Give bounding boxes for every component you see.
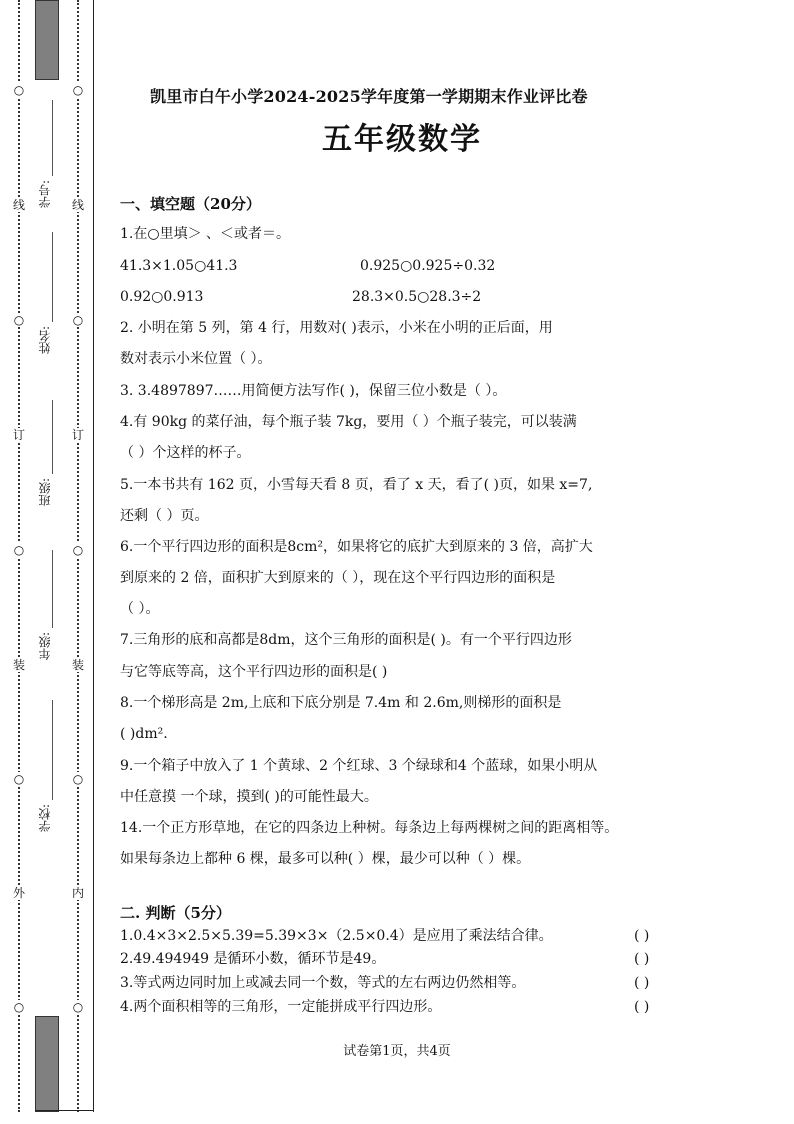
outer-mark: ○ (13, 313, 25, 327)
inner-mark: ○ (72, 543, 84, 557)
class-label: 班级: (38, 478, 52, 507)
name-field[interactable] (38, 326, 58, 354)
binding-border (93, 0, 94, 1112)
grade-field[interactable] (38, 632, 58, 660)
school-field[interactable] (38, 804, 58, 832)
page-footer (0, 1040, 794, 1059)
question-line: 14.一个正方形草地，在它的四条边上种树。每条边上每两棵树之间的距离相等。 (120, 820, 619, 836)
question-line: ( )dm². (120, 726, 168, 742)
question-line: （ ）。 (120, 601, 160, 617)
outer-mark: ○ (13, 772, 25, 786)
judge-item: 1.0.4×3×2.5×5.39=5.39×3×（2.5×0.4）是应用了乘法结合律。 (120, 928, 553, 944)
outer-mark: ○ (13, 543, 25, 557)
class-line (52, 400, 53, 474)
student-id-label: 学号: (38, 180, 52, 209)
outer-mark: 装 (12, 658, 25, 672)
binding-bar-bottom (35, 1016, 59, 1112)
question-line: 3. 3.4897897……用简便方法写作( )，保留三位小数是（ ）。 (120, 383, 507, 399)
question-line: （ ）个这样的杯子。 (120, 445, 251, 461)
question-line: 9.一个箱子中放入了 1 个黄球、2 个红球、3 个绿球和4 个蓝球，如果小明从 (120, 758, 598, 774)
school-label: 学校: (38, 804, 52, 833)
judge-item: 2.49.494949 是循环小数，循环节是49。 (120, 951, 386, 967)
question-line: 8.一个梯形高是 2m,上底和下底分别是 7.4m 和 2.6m,则梯形的面积是 (120, 695, 562, 711)
question-line: 到原来的 2 倍，面积扩大到原来的（ ），现在这个平行四边形的面积是 (120, 570, 556, 586)
inner-mark: ○ (72, 83, 84, 97)
judge-answer-box[interactable]: ( ) (634, 999, 650, 1015)
exam-subtitle: 凯里市白午小学2024-2025学年度第一学期期末作业评比卷 (150, 87, 588, 106)
judge-answer-box[interactable]: ( ) (634, 928, 650, 944)
inner-mark: 订 (71, 428, 84, 442)
question-line: 7.三角形的底和高都是8dm，这个三角形的面积是( )。有一个平行四边形 (120, 632, 572, 648)
outer-mark: 外 (12, 886, 25, 900)
class-field[interactable] (38, 478, 58, 506)
question-line: 1.在○里填＞ 、＜或者＝。 (120, 226, 291, 242)
exam-title-text: 五年级数学 (322, 122, 482, 157)
question-line: 0.925○0.925÷0.32 (360, 258, 496, 274)
judge-answer-box[interactable]: ( ) (634, 975, 650, 991)
question-line: 28.3×0.5○28.3÷2 (352, 289, 482, 305)
binding-bar-top (35, 0, 59, 80)
question-line: 4.有 90kg 的菜仔油，每个瓶子装 7kg，要用（ ）个瓶子装完，可以装满 (120, 414, 577, 430)
inner-mark: ○ (72, 313, 84, 327)
question-line: 还剩（ ）页。 (120, 508, 209, 524)
outer-mark: ○ (13, 83, 25, 97)
school-line (52, 700, 53, 800)
question-line: 5.一本书共有 162 页，小雪每天看 8 页，看了 x 天，看了( )页，如果 x=7, (120, 477, 593, 493)
inner-mark: 装 (71, 658, 84, 672)
inner-mark: ○ (72, 1000, 84, 1014)
question-line: 0.92○0.913 (120, 289, 204, 305)
judge-item: 3.等式两边同时加上或减去同一个数，等式的左右两边仍然相等。 (120, 975, 526, 991)
judge-answer-box[interactable]: ( ) (634, 951, 650, 967)
question-line: 41.3×1.05○41.3 (120, 258, 238, 274)
question-line: 数对表示小米位置（ ）。 (120, 351, 272, 367)
inner-mark: ○ (72, 772, 84, 786)
question-line: 与它等底等高，这个平行四边形的面积是( ) (120, 664, 388, 680)
outer-mark: ○ (13, 1000, 25, 1014)
name-label: 姓名: (38, 326, 52, 355)
section-judge-title: 二. 判断（5分） (120, 904, 231, 922)
inner-mark: 线 (71, 198, 84, 212)
question-line: 2. 小明在第 5 列，第 4 行，用数对( )表示，小米在小明的正后面，用 (120, 320, 553, 336)
binding-strip (0, 0, 96, 1112)
student-id-field[interactable] (38, 180, 58, 208)
inner-mark: 内 (71, 886, 84, 900)
binding-border-bottom (35, 1110, 94, 1111)
question-line: 中任意摸 一个球，摸到( )的可能性最大。 (120, 789, 378, 805)
name-line (52, 232, 53, 322)
grade-label: 年级: (38, 632, 52, 661)
grade-line (52, 550, 53, 628)
judge-item: 4.两个面积相等的三角形，一定能拼成平行四边形。 (120, 999, 442, 1015)
page-number: 试卷第1页，共4页 (343, 1044, 451, 1059)
exam-title (0, 114, 794, 158)
question-line: 6.一个平行四边形的面积是8cm²，如果将它的底扩大到原来的 3 倍，高扩大 (120, 539, 593, 555)
question-line: 如果每条边上都种 6 棵，最多可以种( ）棵，最少可以种（ ）棵。 (120, 851, 531, 867)
outer-mark: 订 (12, 428, 25, 442)
outer-mark: 线 (12, 198, 25, 212)
section-fill-blank-title: 一、填空题（20分） (120, 195, 261, 213)
